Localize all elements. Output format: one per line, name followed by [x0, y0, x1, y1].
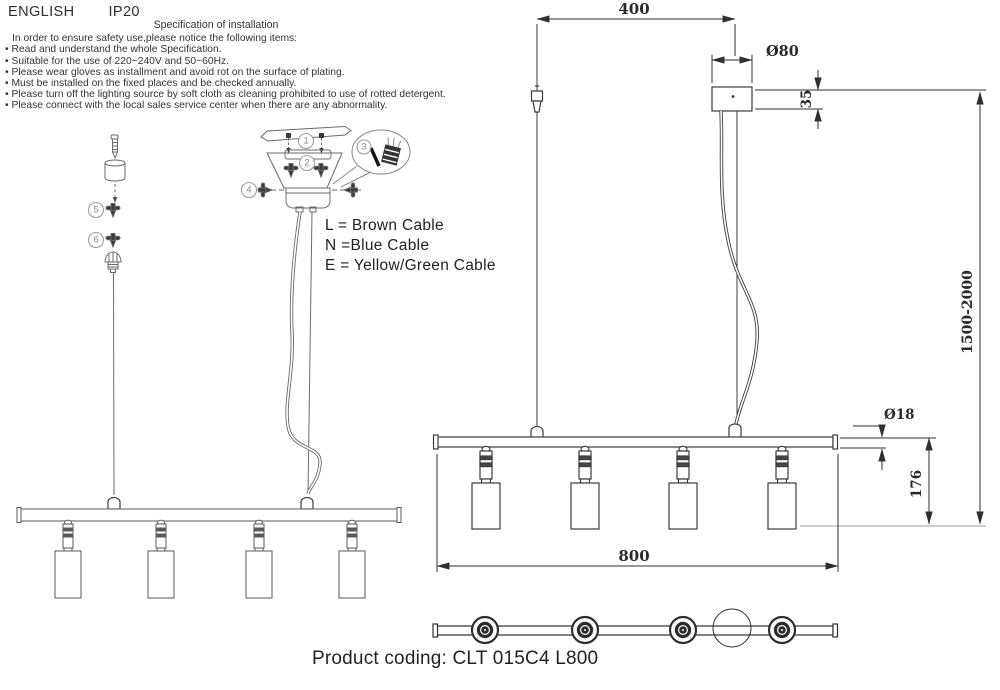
bullet-icon: • — [5, 55, 9, 67]
bullet-icon: • — [5, 89, 9, 101]
wire-holder-cone — [108, 498, 120, 510]
cable-holder-cone — [729, 424, 741, 438]
dim-canopy-height: 35 — [799, 89, 815, 109]
language-label: ENGLISH — [8, 4, 75, 20]
side-screw-right — [344, 183, 358, 197]
bullet-icon: • — [5, 66, 9, 78]
balloon-5: 5 — [93, 204, 99, 216]
lamp-holder-top — [670, 617, 696, 643]
balloon-3: 3 — [361, 141, 367, 153]
balloon-6: 6 — [93, 234, 99, 246]
dim-lamp-drop: 176 — [909, 469, 925, 499]
lamp-shade — [768, 446, 796, 529]
specification-block — [0, 19, 446, 112]
side-screw-left — [259, 183, 273, 197]
lamp-shade — [339, 520, 365, 598]
wiring-legend — [325, 216, 496, 276]
spec-item: • Please turn off the lighting source by soft cloth as cleaning prohibited to use of rotted detergent. — [5, 89, 446, 101]
screw-part-5 — [106, 204, 120, 218]
assembly-diagram — [17, 127, 410, 599]
bullet-icon: • — [5, 44, 9, 56]
ip-rating-label: IP20 — [108, 4, 140, 20]
legend-line-l: L = Brown Cable — [325, 217, 444, 234]
cable-holder-cone — [301, 498, 313, 510]
lamp-holder-top — [572, 617, 598, 643]
wire-holder-cone — [531, 427, 543, 439]
canopy-screw-left — [284, 164, 298, 178]
dimensioned-drawing — [434, 0, 987, 572]
lamp-shade — [571, 446, 599, 529]
product-coding: Product coding: CLT 015C4 L800 — [312, 648, 599, 669]
lamp-holder-top — [472, 617, 498, 643]
spec-item: • Suitable for the use of 220~240V and 50~60Hz. — [5, 55, 230, 67]
suspension-wire — [532, 24, 543, 430]
bullet-icon: • — [5, 77, 9, 89]
dim-canopy-diameter: Ø80 — [766, 43, 799, 60]
sheet-header — [8, 4, 174, 20]
spec-item: • Please connect with the local sales service center when there are any abnormality. — [5, 100, 388, 112]
assembly-fixture — [17, 498, 401, 599]
spec-item: • Must be installed on the fixed places and be checked annually. — [5, 77, 297, 89]
lamp-shade — [472, 446, 500, 529]
dim-suspension-height: 1500-2000 — [960, 270, 976, 354]
cable-gripper-part — [105, 252, 121, 273]
top-view — [433, 609, 838, 647]
legend-line-n: N =Blue Cable — [325, 237, 430, 254]
terminal-detail-balloon — [333, 130, 410, 187]
lamp-shade — [148, 520, 174, 598]
canopy-base — [286, 188, 330, 208]
lamp-holder-top — [769, 617, 795, 643]
fixture-bar — [434, 424, 838, 529]
suspension-wire-left — [114, 273, 115, 496]
canopy-screw-right — [314, 164, 328, 178]
spec-item: • Read and understand the whole Specification. — [5, 44, 222, 56]
canopy-cables — [721, 111, 757, 424]
canopy — [712, 87, 752, 111]
dim-bar-length: 800 — [618, 547, 650, 565]
dim-bar-diameter: Ø18 — [884, 407, 915, 423]
spec-title: Specification of installation — [153, 19, 279, 31]
lamp-shade — [246, 520, 272, 598]
balloon-4: 4 — [246, 184, 252, 196]
legend-line-e: E = Yellow/Green Cable — [325, 257, 496, 274]
balloon-1: 1 — [303, 135, 309, 147]
lamp-shade — [669, 446, 697, 529]
balloon-2: 2 — [304, 157, 310, 169]
assembly-cables — [287, 212, 320, 494]
spec-intro: In order to ensure safety use,please notice the following items: — [12, 33, 298, 44]
dim-canopy-spacing: 400 — [618, 0, 650, 18]
lamp-shade — [55, 520, 81, 598]
spec-item: • Please wear gloves as installment and avoid rot on the surface of plating. — [5, 66, 345, 78]
assembly-parts-column — [105, 135, 125, 495]
screw-part-6 — [106, 234, 120, 248]
bullet-icon: • — [5, 100, 9, 112]
